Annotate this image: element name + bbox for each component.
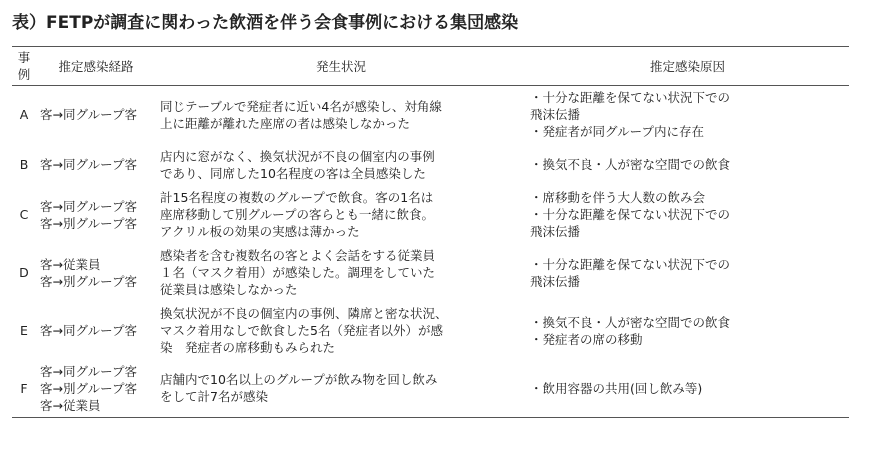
table-row — [12, 144, 849, 186]
status-cell-line: 感染者を含む複数名の客とよく会話をする従業員 — [160, 248, 436, 263]
status-cell-line: 店内に窓がなく、換気状況が不良の個室内の事例 — [160, 148, 435, 164]
status-cell-line: １名（マスク着用）が感染した。調理をしていた — [160, 265, 436, 280]
status-cell-line: アクリル板の効果の実感は薄かった — [160, 224, 360, 239]
cause-cell-line: ・十分な距離を保てない状況下での — [530, 90, 731, 106]
route-cell — [36, 360, 156, 418]
table-row — [12, 244, 849, 302]
cause-cell-line: 飛沫伝播 — [530, 273, 581, 289]
table-row — [12, 86, 849, 144]
page-title: 表）FETPが調査に関わった飲酒を伴う会食事例における集団感染 — [12, 13, 519, 33]
case-id: C — [19, 207, 29, 222]
cause-cell — [526, 86, 849, 144]
table-row — [12, 186, 849, 244]
route-cell — [36, 86, 156, 144]
status-cell — [156, 302, 526, 360]
status-cell — [156, 186, 526, 244]
cause-cell-line: ・飲用容器の共用(回し飲み等) — [530, 380, 703, 396]
cause-cell — [526, 302, 849, 360]
route-cell-line: 客→従業員 — [40, 397, 101, 413]
status-cell-line: 計15名程度の複数のグループで飲食。客の1名は — [160, 190, 434, 205]
cause-cell-line: ・換気不良・人が密な空間での飲食 — [530, 157, 731, 172]
status-cell-line: 換気状況が不良の個室内の事例、隣席と密な状況、 — [160, 306, 448, 321]
status-cell-line: 店舗内で10名以上のグループが飲み物を回し飲み — [160, 372, 438, 388]
cause-cell-line: ・席移動を伴う大人数の飲み会 — [530, 190, 706, 205]
status-cell-line: 従業員は感染しなかった — [160, 282, 298, 297]
cause-cell-line: ・十分な距離を保てない状況下での — [530, 207, 731, 222]
case-id: E — [20, 323, 28, 338]
header-status: 発生状況 — [156, 47, 526, 86]
route-cell-line: 客→別グループ客 — [40, 380, 137, 396]
header-cause: 推定感染原因 — [526, 47, 849, 86]
status-cell — [156, 86, 526, 144]
cause-cell-line: ・発症者が同グループ内に存在 — [530, 124, 705, 140]
route-cell — [36, 144, 156, 186]
route-cell-line: 客→従業員 — [40, 256, 101, 272]
table-header-row — [12, 47, 849, 86]
cause-cell — [526, 360, 849, 418]
cluster-table — [12, 46, 849, 418]
status-cell-line: 上に距離が離れた座席の者は感染しなかった — [160, 115, 411, 131]
header-id: 事 例 — [12, 47, 36, 86]
case-id: A — [19, 107, 29, 123]
route-cell-line: 客→同グループ客 — [40, 157, 137, 172]
status-cell-line: であり、同席した10名程度の客は全員感染した — [160, 165, 426, 181]
route-cell-line: 客→別グループ客 — [40, 273, 137, 289]
table-row — [12, 302, 849, 360]
route-cell-line: 客→同グループ客 — [40, 198, 137, 214]
cause-cell — [526, 244, 849, 302]
cause-cell-line: ・換気不良・人が密な空間での飲食 — [530, 314, 731, 330]
table-row — [12, 360, 849, 418]
route-cell-line: 客→同グループ客 — [40, 107, 137, 123]
route-cell-line: 客→同グループ客 — [40, 323, 137, 338]
status-cell — [156, 360, 526, 418]
status-cell-line: 同じテーブルで発症者に近い4名が感染し、対角線 — [160, 98, 442, 114]
status-cell — [156, 144, 526, 186]
route-cell — [36, 302, 156, 360]
case-id: D — [19, 265, 29, 280]
status-cell-line: をして計7名が感染 — [160, 389, 268, 405]
cause-cell-line: 飛沫伝播 — [530, 224, 581, 239]
status-cell — [156, 244, 526, 302]
status-cell-line: 座席移動して別グループの客らとも一緒に飲食。 — [160, 207, 435, 222]
cause-cell-line: ・発症者の席の移動 — [530, 331, 643, 347]
header-route: 推定感染経路 — [36, 47, 156, 86]
route-cell-line: 客→同グループ客 — [40, 363, 137, 379]
route-cell — [36, 244, 156, 302]
cause-cell — [526, 144, 849, 186]
case-id: B — [19, 157, 29, 172]
status-cell-line: 染 発症者の席移動もみられた — [160, 340, 336, 355]
route-cell — [36, 186, 156, 244]
cause-cell — [526, 186, 849, 244]
cause-cell-line: 飛沫伝播 — [530, 107, 581, 123]
status-cell-line: マスク着用なしで飲食した5名（発症者以外）が感 — [160, 323, 443, 338]
route-cell-line: 客→別グループ客 — [40, 215, 137, 231]
cause-cell-line: ・十分な距離を保てない状況下での — [530, 256, 731, 272]
case-id: F — [12, 360, 36, 418]
